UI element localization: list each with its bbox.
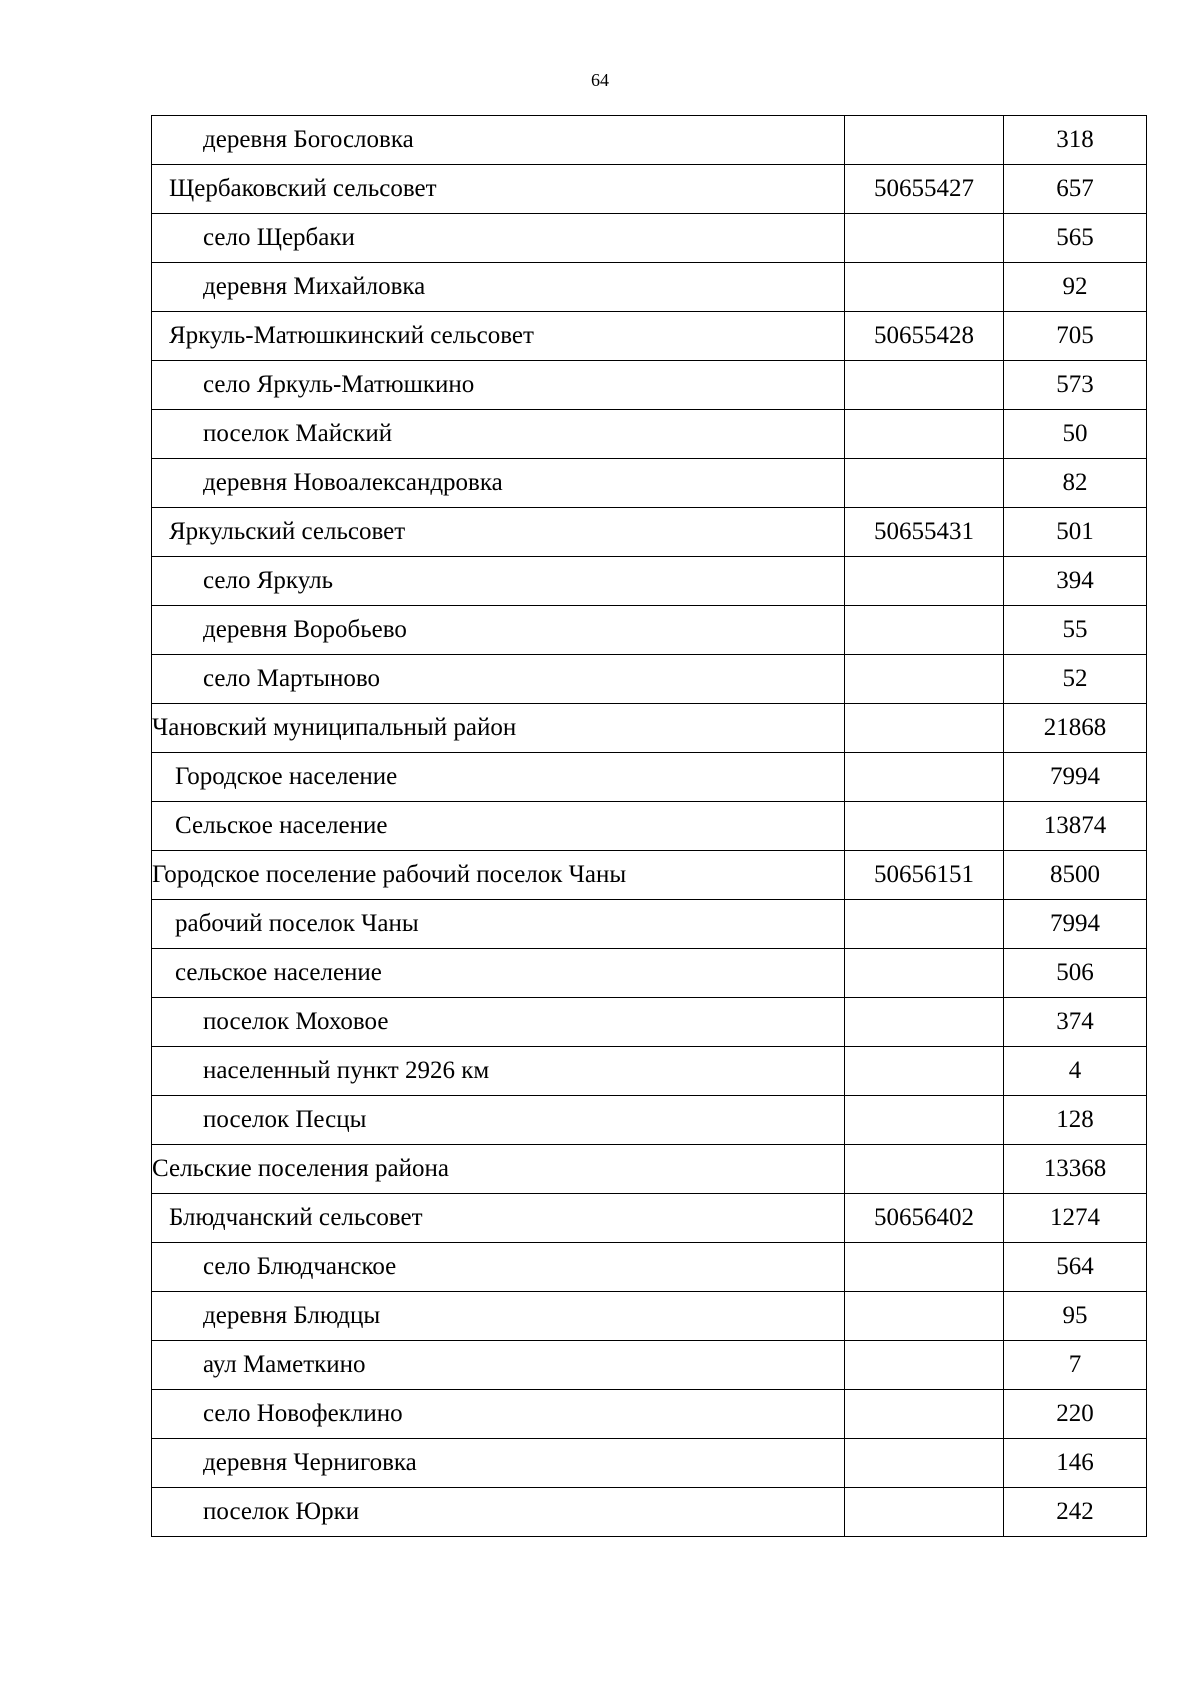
settlement-name-cell: Чановский муниципальный район [152, 704, 845, 753]
population-cell: 394 [1004, 557, 1147, 606]
oktmo-code-cell [845, 116, 1004, 165]
oktmo-code-cell [845, 1488, 1004, 1537]
population-cell: 705 [1004, 312, 1147, 361]
settlement-name-cell: рабочий поселок Чаны [152, 900, 845, 949]
table-row [152, 851, 1147, 900]
oktmo-code-cell [845, 949, 1004, 998]
settlement-name-cell: поселок Моховое [152, 998, 845, 1047]
settlement-name-cell: сельское население [152, 949, 845, 998]
population-cell: 374 [1004, 998, 1147, 1047]
oktmo-code-cell: 50656151 [845, 851, 1004, 900]
settlement-name-cell: село Новофеклино [152, 1390, 845, 1439]
table-row [152, 1390, 1147, 1439]
table-row [152, 1243, 1147, 1292]
oktmo-code-cell [845, 1292, 1004, 1341]
table-row [152, 1439, 1147, 1488]
population-cell: 95 [1004, 1292, 1147, 1341]
settlement-name-cell: село Блюдчанское [152, 1243, 845, 1292]
table-row [152, 753, 1147, 802]
population-cell: 21868 [1004, 704, 1147, 753]
table-row [152, 1292, 1147, 1341]
oktmo-code-cell [845, 704, 1004, 753]
population-cell: 242 [1004, 1488, 1147, 1537]
table-row [152, 704, 1147, 753]
table-row [152, 655, 1147, 704]
table-row [152, 1341, 1147, 1390]
settlement-name-cell: деревня Черниговка [152, 1439, 845, 1488]
settlement-name-cell: село Мартыново [152, 655, 845, 704]
table-row [152, 900, 1147, 949]
table-row [152, 459, 1147, 508]
table-row [152, 802, 1147, 851]
table-row [152, 1145, 1147, 1194]
oktmo-code-cell [845, 1243, 1004, 1292]
settlement-name-cell: аул Маметкино [152, 1341, 845, 1390]
oktmo-code-cell [845, 1390, 1004, 1439]
population-cell: 657 [1004, 165, 1147, 214]
table-row [152, 949, 1147, 998]
table-row [152, 410, 1147, 459]
table-row [152, 116, 1147, 165]
population-cell: 1274 [1004, 1194, 1147, 1243]
table-row [152, 312, 1147, 361]
oktmo-code-cell [845, 606, 1004, 655]
oktmo-code-cell [845, 214, 1004, 263]
settlement-name-cell: деревня Новоалександровка [152, 459, 845, 508]
table-row [152, 1047, 1147, 1096]
settlement-name-cell: Сельское население [152, 802, 845, 851]
settlement-name-cell: поселок Песцы [152, 1096, 845, 1145]
table-row [152, 165, 1147, 214]
population-cell: 55 [1004, 606, 1147, 655]
population-cell: 7994 [1004, 753, 1147, 802]
table-row [152, 214, 1147, 263]
settlement-name-cell: поселок Майский [152, 410, 845, 459]
population-cell: 564 [1004, 1243, 1147, 1292]
population-cell: 146 [1004, 1439, 1147, 1488]
oktmo-code-cell [845, 655, 1004, 704]
settlement-name-cell: деревня Михайловка [152, 263, 845, 312]
settlement-name-cell: Городское поселение рабочий поселок Чаны [152, 851, 845, 900]
settlement-name-cell: населенный пункт 2926 км [152, 1047, 845, 1096]
oktmo-code-cell: 50655431 [845, 508, 1004, 557]
page-number: 64 [591, 70, 609, 90]
settlement-name-cell: село Щербаки [152, 214, 845, 263]
oktmo-code-cell [845, 459, 1004, 508]
settlement-name-cell: поселок Юрки [152, 1488, 845, 1537]
population-cell: 565 [1004, 214, 1147, 263]
oktmo-code-cell: 50655428 [845, 312, 1004, 361]
population-cell: 13368 [1004, 1145, 1147, 1194]
table-row [152, 263, 1147, 312]
population-table-body [152, 116, 1147, 1537]
settlement-name-cell: деревня Воробьево [152, 606, 845, 655]
oktmo-code-cell [845, 1341, 1004, 1390]
settlement-name-cell: Яркульский сельсовет [152, 508, 845, 557]
oktmo-code-cell [845, 900, 1004, 949]
oktmo-code-cell [845, 557, 1004, 606]
table-row [152, 508, 1147, 557]
population-cell: 128 [1004, 1096, 1147, 1145]
population-cell: 7 [1004, 1341, 1147, 1390]
table-row [152, 361, 1147, 410]
population-cell: 220 [1004, 1390, 1147, 1439]
table-row [152, 1488, 1147, 1537]
population-cell: 50 [1004, 410, 1147, 459]
population-cell: 92 [1004, 263, 1147, 312]
table-row [152, 557, 1147, 606]
population-cell: 13874 [1004, 802, 1147, 851]
oktmo-code-cell [845, 753, 1004, 802]
settlement-name-cell: деревня Блюдцы [152, 1292, 845, 1341]
population-table [151, 115, 1147, 1537]
settlement-name-cell: село Яркуль [152, 557, 845, 606]
settlement-name-cell: Городское население [152, 753, 845, 802]
population-cell: 501 [1004, 508, 1147, 557]
table-row [152, 606, 1147, 655]
oktmo-code-cell [845, 802, 1004, 851]
settlement-name-cell: Сельские поселения района [152, 1145, 845, 1194]
population-cell: 506 [1004, 949, 1147, 998]
oktmo-code-cell: 50655427 [845, 165, 1004, 214]
oktmo-code-cell [845, 1047, 1004, 1096]
settlement-name-cell: село Яркуль-Матюшкино [152, 361, 845, 410]
settlement-name-cell: Яркуль-Матюшкинский сельсовет [152, 312, 845, 361]
oktmo-code-cell [845, 1439, 1004, 1488]
table-row [152, 1096, 1147, 1145]
settlement-name-cell: Блюдчанский сельсовет [152, 1194, 845, 1243]
population-cell: 8500 [1004, 851, 1147, 900]
oktmo-code-cell [845, 1145, 1004, 1194]
population-cell: 573 [1004, 361, 1147, 410]
oktmo-code-cell [845, 1096, 1004, 1145]
settlement-name-cell: деревня Богословка [152, 116, 845, 165]
table-row [152, 998, 1147, 1047]
settlement-name-cell: Щербаковский сельсовет [152, 165, 845, 214]
population-cell: 82 [1004, 459, 1147, 508]
oktmo-code-cell [845, 361, 1004, 410]
population-cell: 4 [1004, 1047, 1147, 1096]
table-row [152, 1194, 1147, 1243]
population-cell: 318 [1004, 116, 1147, 165]
oktmo-code-cell [845, 998, 1004, 1047]
population-cell: 7994 [1004, 900, 1147, 949]
oktmo-code-cell [845, 410, 1004, 459]
population-cell: 52 [1004, 655, 1147, 704]
oktmo-code-cell: 50656402 [845, 1194, 1004, 1243]
oktmo-code-cell [845, 263, 1004, 312]
